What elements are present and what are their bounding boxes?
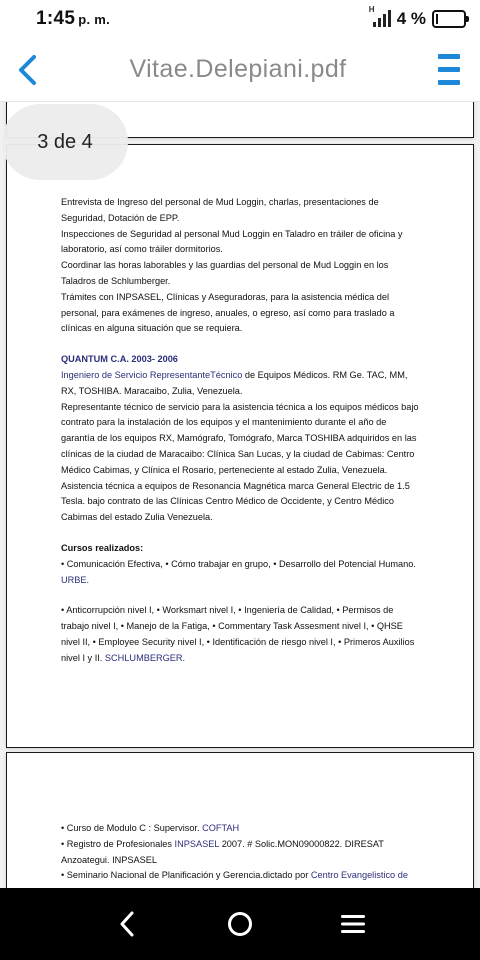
courses-org: URBE.: [61, 574, 90, 585]
list-item-text: 2007. # Solic.MON09000822. DIRESAT Anzoategui. INPSASEL: [61, 838, 384, 865]
page-content: [61, 195, 419, 667]
list-item-org: Centro Evangelistico de: [310, 870, 408, 881]
company-heading: QUANTUM C.A. 2003- 2006: [61, 354, 178, 365]
signal-icon: [368, 5, 391, 29]
nav-recents-button[interactable]: [333, 904, 373, 944]
role-line: [61, 368, 419, 400]
status-time: [36, 8, 110, 30]
list-item-text: • Registro de Profesionales: [61, 838, 175, 849]
courses-heading: Cursos realizados:: [61, 542, 144, 553]
menu-lines-icon: [340, 913, 366, 935]
menu-button[interactable]: [424, 38, 474, 102]
back-arrow-icon: [118, 910, 136, 938]
page-indicator: 3 de 4: [2, 104, 128, 180]
paragraph: Representante técnico de servicio para la asistencia técnica a los equipos médicos bajo contrato para la instalación de los equipos y el mantenimiento durante el año de garantía de los equipos RX, Mamógrafo, Tomógrafo, Marca TOSHIBA adquiridos en las clínicas de la ciudad de Maracaibo: Clínica San Lucas, y la ciudad de Cabimas: Centro Médico Cabimas, y Clínica el Rosario, perteneciente al estado Zulia, Venezuela.: [61, 401, 419, 475]
courses-text: • Comunicación Efectiva, • Cómo trabajar en grupo, • Desarrollo del Potencial Humano.: [61, 558, 416, 569]
pdf-viewer[interactable]: [0, 102, 480, 888]
list-item: [61, 868, 419, 884]
courses-org: SCHLUMBERGER.: [104, 652, 186, 663]
pdf-page-next: [6, 752, 474, 888]
network-type-label: H: [368, 5, 375, 14]
nav-back-button[interactable]: [107, 904, 147, 944]
home-circle-icon: [226, 910, 254, 938]
battery-icon: [432, 10, 466, 28]
role-title: Ingeniero de Servicio RepresentanteTécnico: [61, 369, 243, 380]
page-content: [61, 821, 419, 884]
back-button[interactable]: [2, 38, 52, 102]
list-item-org: INPSASEL: [174, 838, 220, 849]
time-text: 1:45: [36, 8, 76, 29]
chevron-left-icon: [16, 54, 38, 86]
navigation-bar: [0, 888, 480, 960]
battery-percent: 4 %: [396, 9, 426, 28]
paragraph: Trámites con INPSASEL, Clínicas y Aseguradoras, para la asistencia médica del personal, para exámenes de ingreso, anuales, o egreso, así como para traslado a clínicas en alguna situación que se requiera.: [61, 291, 395, 334]
list-item-text: • Curso de Modulo C : Supervisor.: [61, 823, 203, 833]
document-title: Vitae.Delepiani.pdf: [129, 55, 347, 83]
list-item-text: • Seminario Nacional de Planificación y Gerencia.dictado por: [61, 870, 311, 881]
courses-list: [61, 557, 419, 589]
role-description: de Equipos Médicos. RM Ge. TAC, MM, RX, TOSHIBA. Maracaibo, Zulia, Venezuela.: [61, 369, 408, 396]
list-item-org: COFTAH: [202, 823, 240, 833]
status-icons: [368, 5, 466, 29]
pdf-page-current: [6, 144, 474, 748]
nav-home-button[interactable]: [220, 904, 260, 944]
list-item: [61, 837, 419, 869]
app-bar: [0, 38, 480, 102]
ampm-text: p. m.: [78, 12, 111, 27]
paragraph: Coordinar las horas laborables y las guardias del personal de Mud Loggin en los Taladros de Schlumberger.: [61, 260, 389, 286]
courses-text: • Anticorrupción nivel I, • Worksmart nivel I, • Ingeniería de Calidad, • Permisos de trabajo nivel I, • Manejo de la Fatiga, • Commentary Task Assesment nivel I, • QHSE nivel II, • Employee Security nivel I, • Identificación de riesgo nivel I, • Primeros Auxilios nivel I y II.: [61, 605, 415, 663]
paragraph: Inspecciones de Seguridad al personal Mud Loggin en Taladro en tráiler de oficina y laboratorio, así como tráiler dormitorios.: [61, 228, 403, 255]
status-bar: [0, 0, 480, 38]
courses-list: [61, 603, 419, 666]
hamburger-menu-icon: [438, 52, 460, 88]
list-item: [61, 821, 419, 837]
paragraph: Asistencia técnica a equipos de Resonancia Magnética marca General Electric de 1.5 Tesla. bajo contrato de las Clínicas Centro Médico de Occidente, y Centro Médico Cabimas del estado Zulia Venezuela.: [61, 480, 410, 523]
paragraph: Entrevista de Ingreso del personal de Mud Loggin, charlas, presentaciones de Seguridad, Dotación de EPP.: [61, 197, 379, 223]
